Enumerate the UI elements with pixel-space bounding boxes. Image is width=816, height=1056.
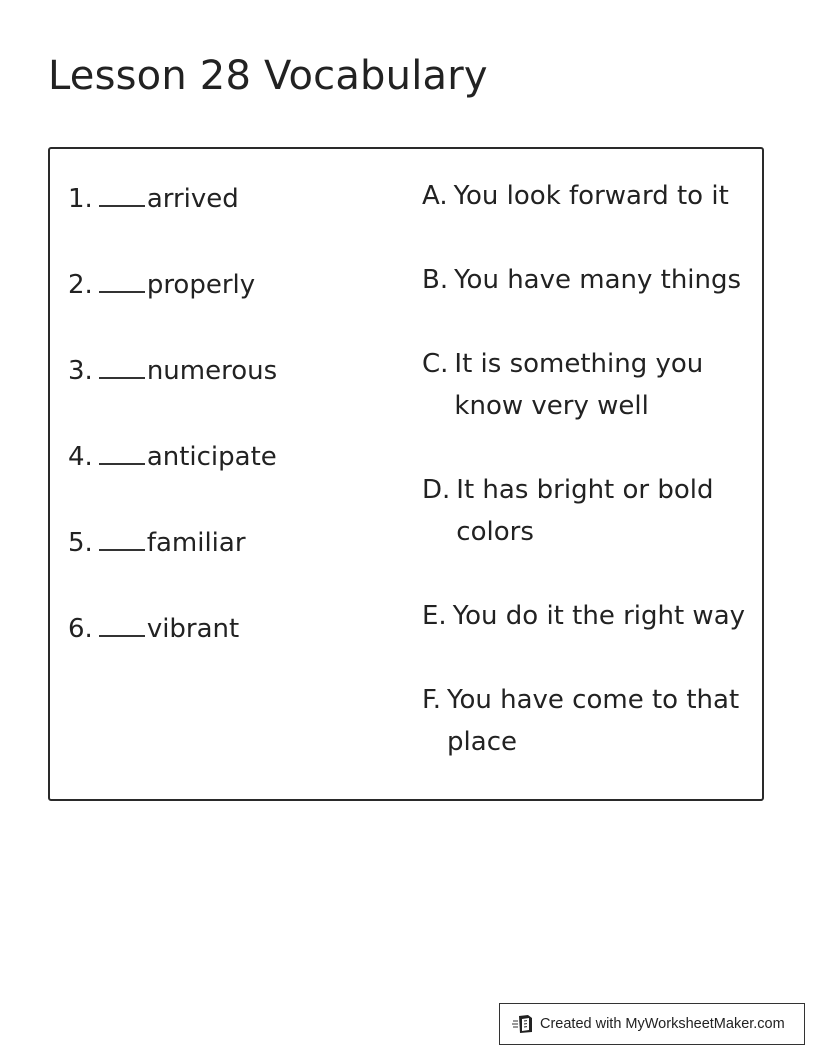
vocabulary-word: vibrant [146, 614, 240, 644]
definition-item [422, 343, 752, 427]
word-item [68, 605, 398, 691]
definition-text: It has bright or bold colors [456, 475, 714, 547]
definition-text: You have many things [454, 265, 742, 295]
word-number: 4. [68, 442, 93, 472]
answer-blank [99, 605, 145, 637]
created-with-badge[interactable] [499, 1003, 805, 1045]
definition-item [422, 469, 752, 553]
word-number: 5. [68, 528, 93, 558]
word-item [68, 175, 398, 261]
definition-item [422, 259, 752, 301]
vocabulary-word: arrived [146, 184, 239, 214]
vocabulary-word: properly [146, 270, 256, 300]
definition-item [422, 175, 752, 217]
word-number: 2. [68, 270, 93, 300]
word-item [68, 261, 398, 347]
word-number: 6. [68, 614, 93, 644]
word-item [68, 519, 398, 605]
answer-blank [99, 347, 145, 379]
definition-item [422, 679, 752, 763]
word-item [68, 433, 398, 519]
matching-exercise-box [48, 147, 764, 801]
vocabulary-word: numerous [146, 356, 278, 386]
vocabulary-words-column [68, 175, 398, 691]
definition-text: You have come to that place [447, 685, 740, 757]
word-number: 3. [68, 356, 93, 386]
definition-item [422, 595, 752, 637]
answer-blank [99, 175, 145, 207]
definition-letter: A. [422, 181, 448, 211]
footer-credit-text: Created with MyWorksheetMaker.com [540, 1016, 785, 1032]
definition-letter: F. [422, 685, 442, 715]
answer-blank [99, 261, 145, 293]
vocabulary-word: familiar [146, 528, 246, 558]
word-number: 1. [68, 184, 93, 214]
worksheet-maker-logo-icon [512, 1014, 534, 1034]
page-title: Lesson 28 Vocabulary [48, 53, 488, 99]
answer-blank [99, 519, 145, 551]
definition-text: You do it the right way [452, 601, 746, 631]
answer-blank [99, 433, 145, 465]
word-item [68, 347, 398, 433]
definition-letter: B. [422, 265, 449, 295]
definitions-column [422, 175, 752, 805]
definition-letter: D. [422, 475, 451, 505]
definition-letter: E. [422, 601, 447, 631]
definition-letter: C. [422, 349, 449, 379]
vocabulary-word: anticipate [146, 442, 277, 472]
definition-text: You look forward to it [453, 181, 729, 211]
definition-text: It is something you know very well [454, 349, 704, 421]
